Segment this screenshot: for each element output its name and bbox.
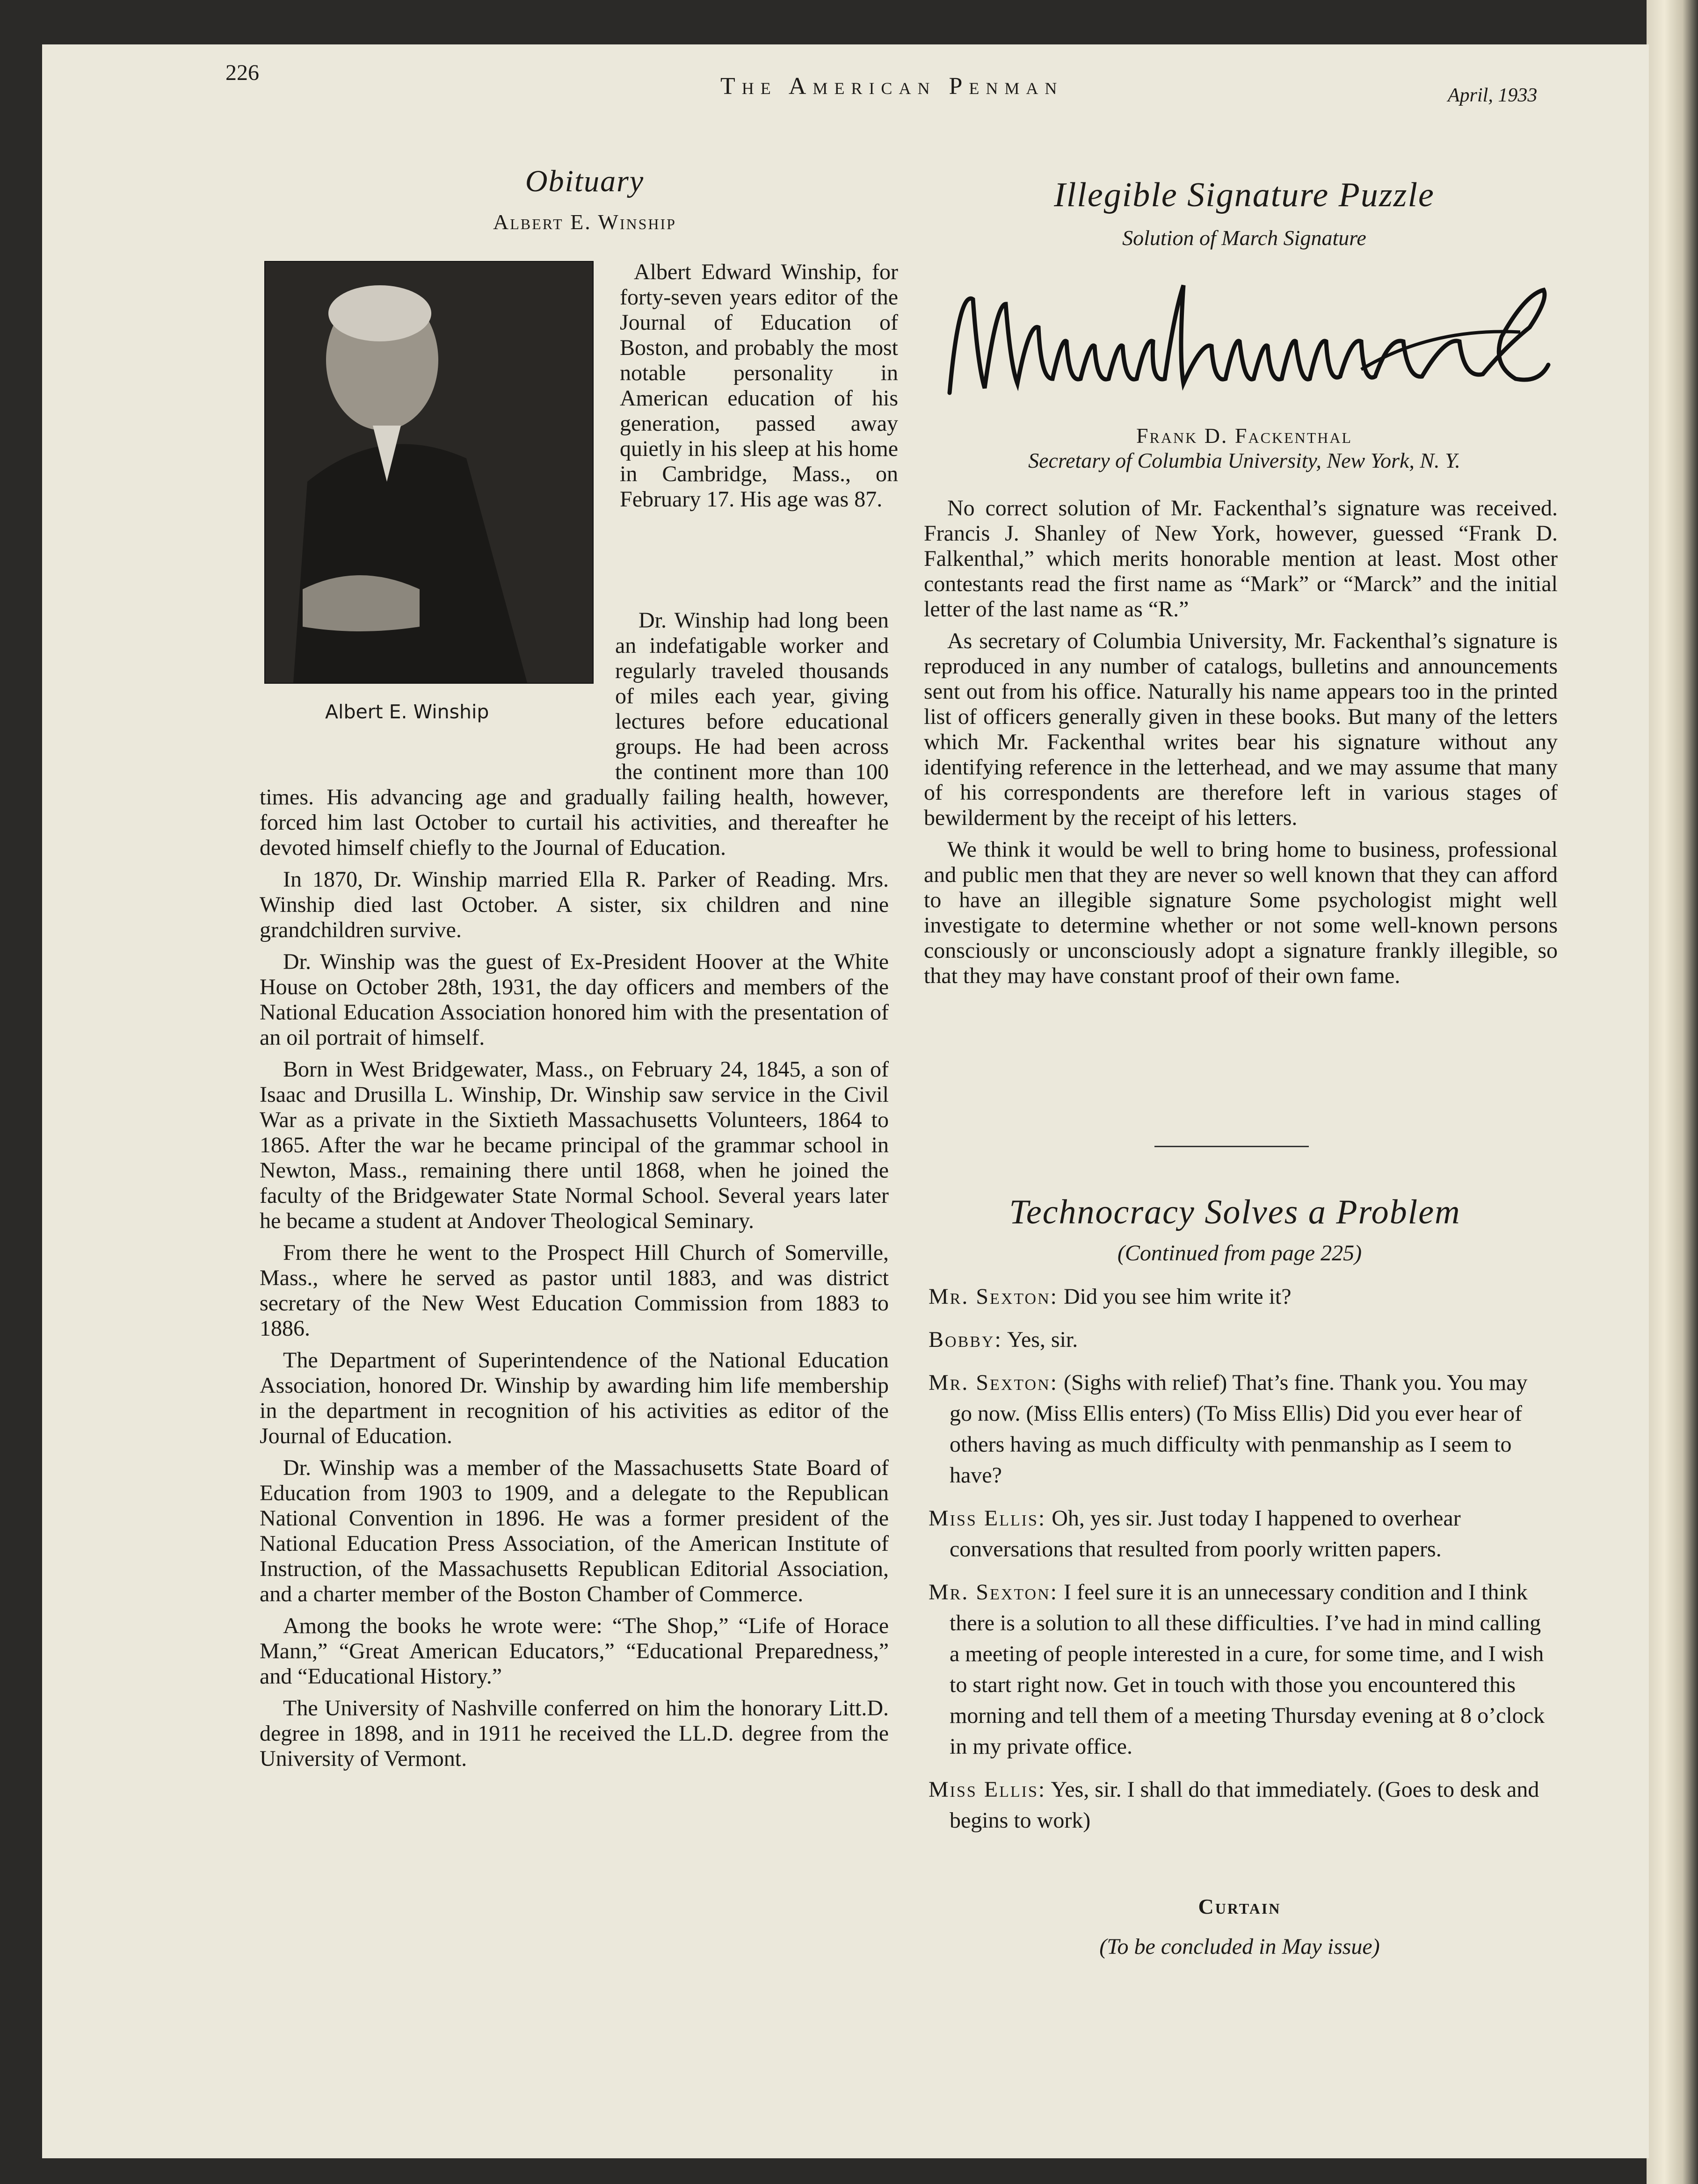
dialogue-line	[929, 1281, 1551, 1312]
puzzle-subtitle: Solution of March Signature	[1122, 226, 1366, 250]
dialogue-line	[929, 1774, 1551, 1836]
line-text: Did you see him write it?	[1063, 1284, 1292, 1309]
obituary-p5: Born in West Bridgewater, Mass., on February 24, 1845, a son of Isaac and Drusilla L. Winship, Dr. Winship saw service in the Civil War as a private in the Sixtieth Massachusetts Volunteers, 1864 to 1865. After the war he became principal of the grammar school in Newton, Mass., remaining there until 1868, when he joined the faculty of the Bridgewater State Normal School. Several years later he became a student at Andover Theological Seminary.	[260, 1057, 889, 1233]
continued-note: (Continued from page 225)	[1117, 1241, 1362, 1266]
photo-float-spacer	[260, 608, 615, 772]
line-text: Yes, sir.	[1007, 1327, 1078, 1352]
line-text: I feel sure it is an unnecessary condition and I think there is a solution to all these difficulties. I’ve had in mind calling a meeting of people interested in a cure, for some time, and I wish to start right now. Get in touch with those you encountered this morning and tell them of a meeting Thursday evening at 8 o’clock in my private office.	[950, 1580, 1545, 1759]
dialogue-line	[929, 1367, 1551, 1491]
speaker: Mr. Sexton:	[929, 1580, 1058, 1605]
signature-name: Frank D. Fackenthal	[1136, 424, 1353, 448]
obituary-p4: Dr. Winship was the guest of Ex-President Hoover at the White House on October 28th, 1931, the day officers and members of the National Education Association honored him with the presentation of an oil portrait of himself.	[260, 949, 889, 1050]
signature-title: Secretary of Columbia University, New York, N. Y.	[1028, 448, 1460, 472]
dialogue-line	[929, 1503, 1551, 1565]
obituary-p9: Among the books he wrote were: “The Shop,” “Life of Horace Mann,” “Great American Educators,” “Educational Preparedness,” and “Educational History.”	[260, 1613, 889, 1689]
running-title: The American Penman	[720, 73, 1064, 100]
speaker: Miss Ellis:	[929, 1777, 1046, 1802]
to-be-concluded: (To be concluded in May issue)	[1099, 1934, 1380, 1959]
speaker: Miss Ellis:	[929, 1506, 1046, 1531]
obituary-p10: The University of Nashville conferred on him the honorary Litt.D. degree in 1898, and in 1911 he received the LL.D. degree from the University of Vermont.	[260, 1696, 889, 1771]
obituary-continued	[260, 608, 889, 1778]
obituary-title: Obituary	[525, 164, 645, 198]
page-number: 226	[225, 60, 259, 85]
speaker: Mr. Sexton:	[929, 1284, 1058, 1309]
dialogue-line	[929, 1324, 1551, 1355]
dialogue-line	[929, 1577, 1551, 1762]
line-text: (Sighs with relief) That’s fine. Thank you. You may go now. (Miss Ellis enters) (To Miss Ellis) Did you ever hear of others having as much difficulty with penmanship as I seem to have?	[950, 1370, 1528, 1488]
line-text: Oh, yes sir. Just today I happened to overhear conversations that resulted from poorly written papers.	[950, 1506, 1461, 1562]
obituary-p6: From there he went to the Prospect Hill Church of Somerville, Mass., where he served as pastor until 1883, and was district secretary of the New West Education Commission from 1883 to 1886.	[260, 1240, 889, 1341]
puzzle-title: Illegible Signature Puzzle	[1054, 176, 1435, 214]
technocracy-title: Technocracy Solves a Problem	[1009, 1193, 1461, 1231]
obituary-paragraph-1	[620, 260, 898, 519]
speaker: Bobby:	[929, 1327, 1002, 1352]
puzzle-p3: We think it would be well to bring home to business, professional and public men that they are never so well known that they can afford to have an illegible signature Some psychologist might well investigate to determine whether or not some well-known persons consciously or unconsciously adopt a signature frankly illegible, so that they may have constant proof of their own fame.	[924, 837, 1558, 988]
obituary-p8: Dr. Winship was a member of the Massachusetts State Board of Education from 1903 to 1909, and a delegate to the Republican National Convention in 1896. He was a former president of the National Education Press Association, of the American Institute of Instruction, of the Massachusetts Republican Editorial Association, and a charter member of the Boston Chamber of Commerce.	[260, 1455, 889, 1606]
curtain-label: Curtain	[1198, 1895, 1281, 1918]
obituary-p3: In 1870, Dr. Winship married Ella R. Parker of Reading. Mrs. Winship died last October. A sister, six children and nine grandchildren survive.	[260, 867, 889, 942]
speaker: Mr. Sexton:	[929, 1370, 1058, 1395]
obituary-p1: Albert Edward Winship, for forty-seven years editor of the Journal of Education of Boston, and probably the most notable personality in American education of his generation, passed away quietly in his sleep at his home in Cambridge, Mass., on February 17. His age was 87.	[620, 260, 898, 512]
handwritten-signature	[940, 271, 1558, 412]
puzzle-p2: As secretary of Columbia University, Mr. Fackenthal’s signature is reproduced in any number of catalogs, bulletins and announcements sent out from his office. Naturally his name appears too in the printed list of officers generally given in these books. But many of the letters which Mr. Fackenthal writes bear his signature without any identifying reference in the letterhead, and we may assume that many of his correspondents are therefore left in various stages of bewilderment by the receipt of his letters.	[924, 629, 1558, 830]
dialogue	[929, 1281, 1551, 1848]
issue-date: April, 1933	[1448, 85, 1538, 106]
section-divider	[1154, 1146, 1309, 1147]
obituary-subject: Albert E. Winship	[493, 210, 676, 234]
obituary-p7: The Department of Superintendence of the National Education Association, honored Dr. Winship by awarding him life membership in the department in recognition of his activities as editor of the Journal of Education.	[260, 1348, 889, 1448]
obituary-p2: Dr. Winship had long been an indefatigable worker and regularly traveled thousands of miles each year, giving lectures before educational groups. He had been across the continent more than 100 times. His advancing age and gradually failing health, however, forced him last October to curtail his activities, and thereafter he devoted himself chiefly to the Journal of Education.	[260, 608, 889, 860]
book-binding-edge	[1647, 0, 1698, 2184]
puzzle-p1: No correct solution of Mr. Fackenthal’s signature was received. Francis J. Shanley of New York, however, guessed “Frank D. Falkenthal,” which merits honorable mention at least. Most other contestants read the first name as “Mark” or “Marck” and the initial letter of the last name as “R.”	[924, 496, 1558, 622]
photo-caption: Albert E. Winship	[325, 701, 489, 723]
puzzle-body	[924, 496, 1558, 995]
line-text: Yes, sir. I shall do that immediately. (Goes to desk and begins to work)	[950, 1777, 1539, 1833]
